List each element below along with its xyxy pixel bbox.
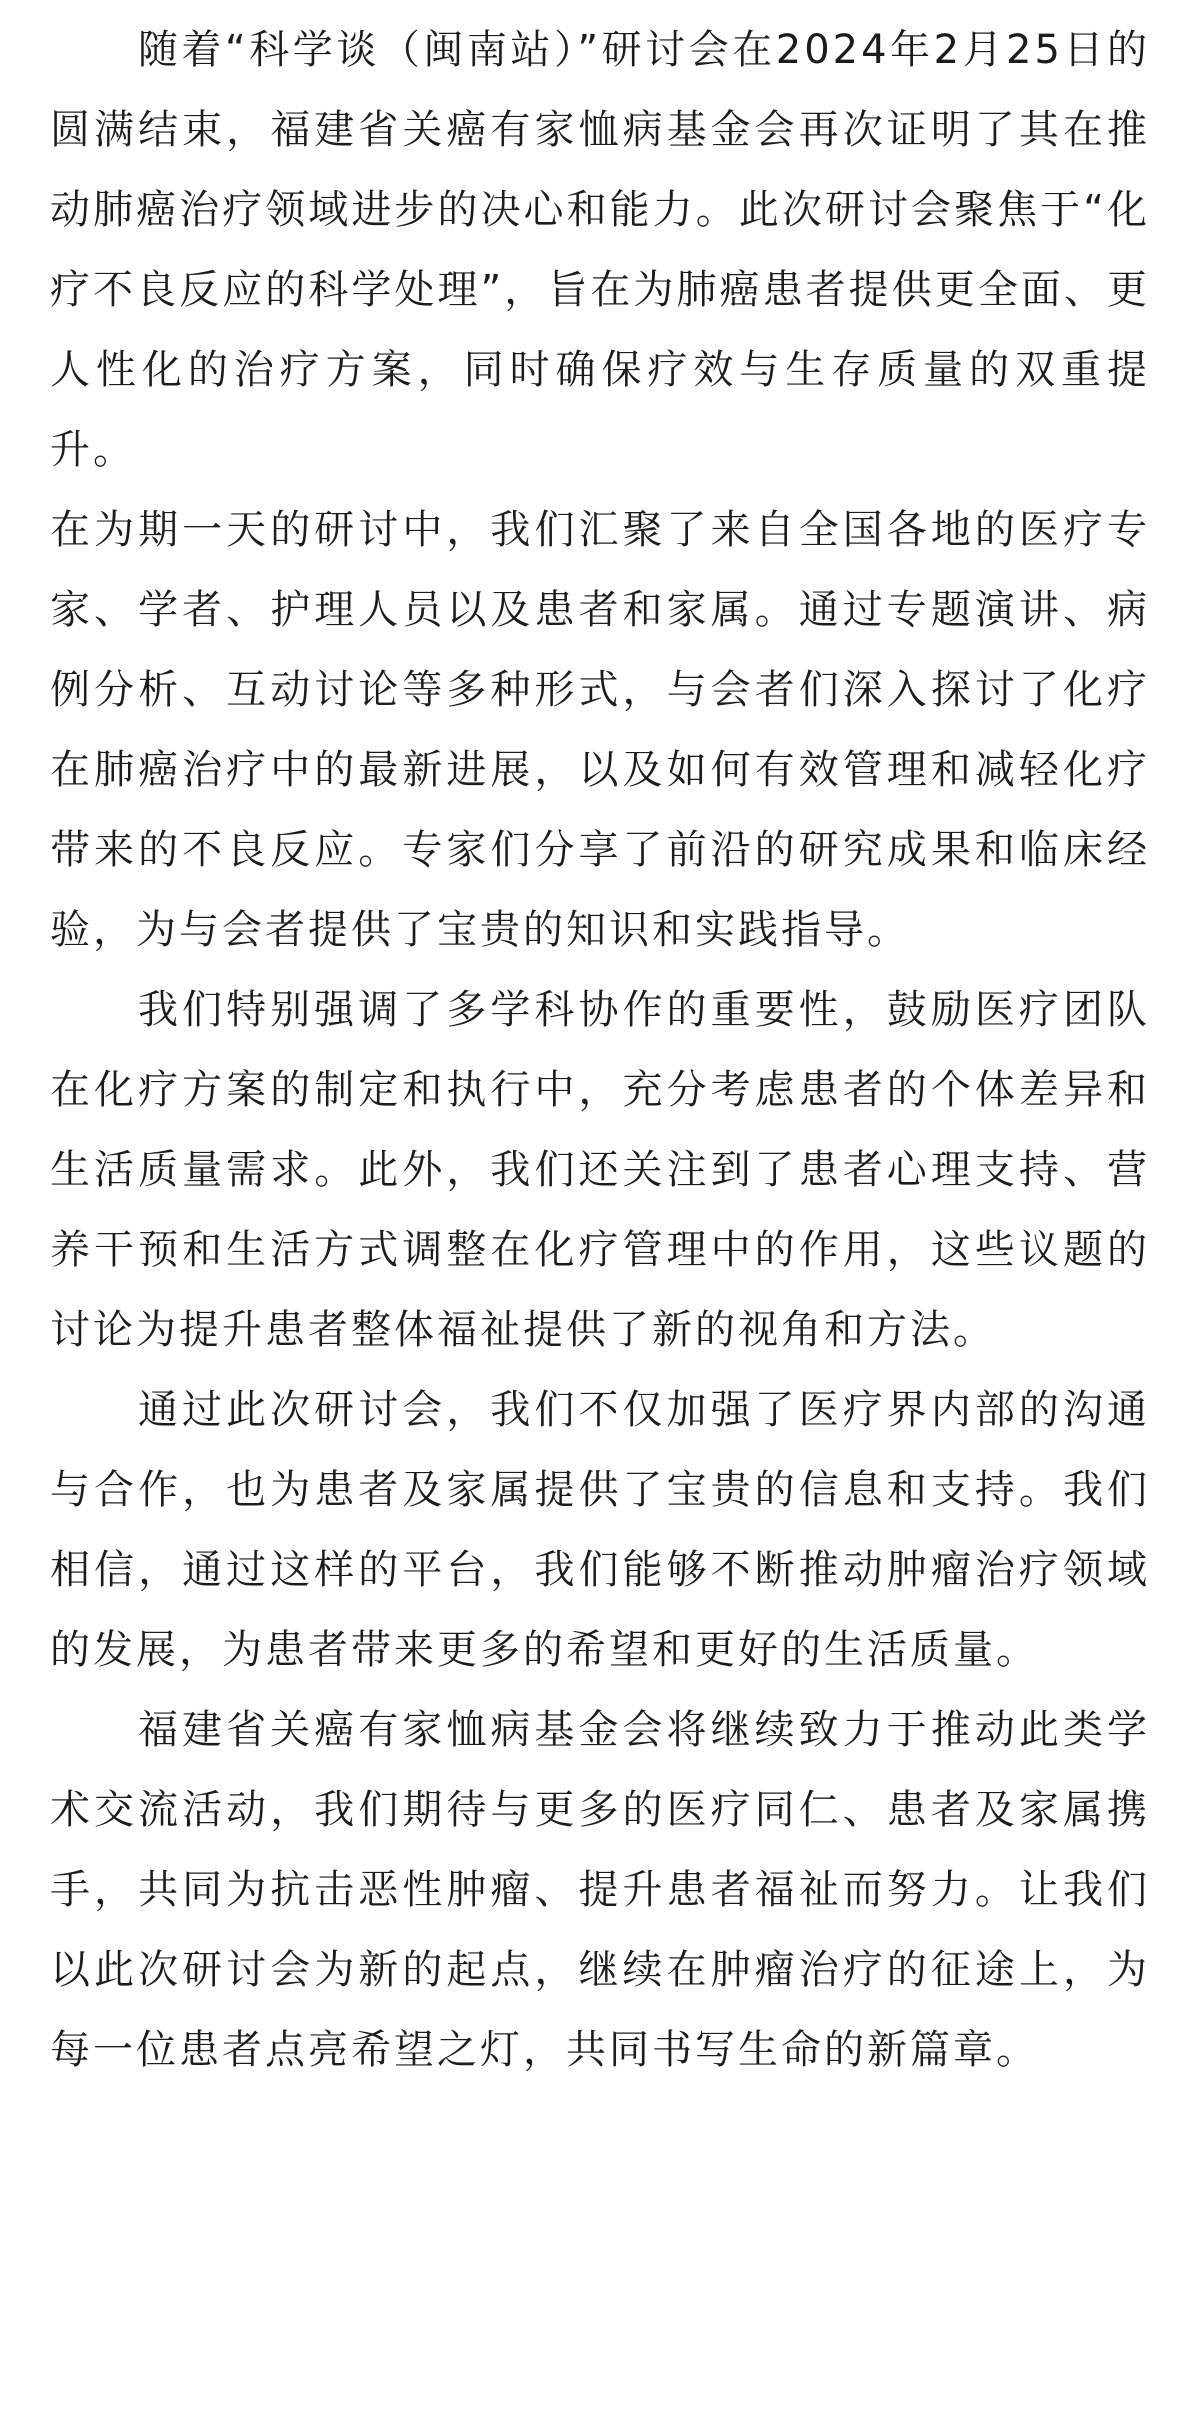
paragraph-5: 福建省关癌有家恤病基金会将继续致力于推动此类学术交流活动，我们期待与更多的医疗同仁、患者及家属携手，共同为抗击恶性肿瘤、提升患者福祉而努力。让我们以此次研讨会为新的起点，继续在肿瘤治疗的征途上，为每一位患者点亮希望之灯，共同书写生命的新篇章。 <box>50 1707 1150 2073</box>
paragraph-1: 随着“科学谈（闽南站）”研讨会在2024年2月25日的圆满结束，福建省关癌有家恤病基金会再次证明了其在推动肺癌治疗领域进步的决心和能力。此次研讨会聚焦于“化疗不良反应的科学处理”，旨在为肺癌患者提供更全面、更人性化的治疗方案，同时确保疗效与生存质量的双重提升。 <box>50 27 1150 473</box>
paragraph-2: 在为期一天的研讨中，我们汇聚了来自全国各地的医疗专家、学者、护理人员以及患者和家属。通过专题演讲、病例分析、互动讨论等多种形式，与会者们深入探讨了化疗在肺癌治疗中的最新进展，以及如何有效管理和减轻化疗带来的不良反应。专家们分享了前沿的研究成果和临床经验，为与会者提供了宝贵的知识和实践指导。 <box>50 507 1150 953</box>
paragraph-3: 我们特别强调了多学科协作的重要性，鼓励医疗团队在化疗方案的制定和执行中，充分考虑患者的个体差异和生活质量需求。此外，我们还关注到了患者心理支持、营养干预和生活方式调整在化疗管理中的作用，这些议题的讨论为提升患者整体福祉提供了新的视角和方法。 <box>50 987 1150 1353</box>
article-body <box>50 10 1150 2090</box>
paragraph-4: 通过此次研讨会，我们不仅加强了医疗界内部的沟通与合作，也为患者及家属提供了宝贵的信息和支持。我们相信，通过这样的平台，我们能够不断推动肿瘤治疗领域的发展，为患者带来更多的希望和更好的生活质量。 <box>50 1387 1150 1673</box>
